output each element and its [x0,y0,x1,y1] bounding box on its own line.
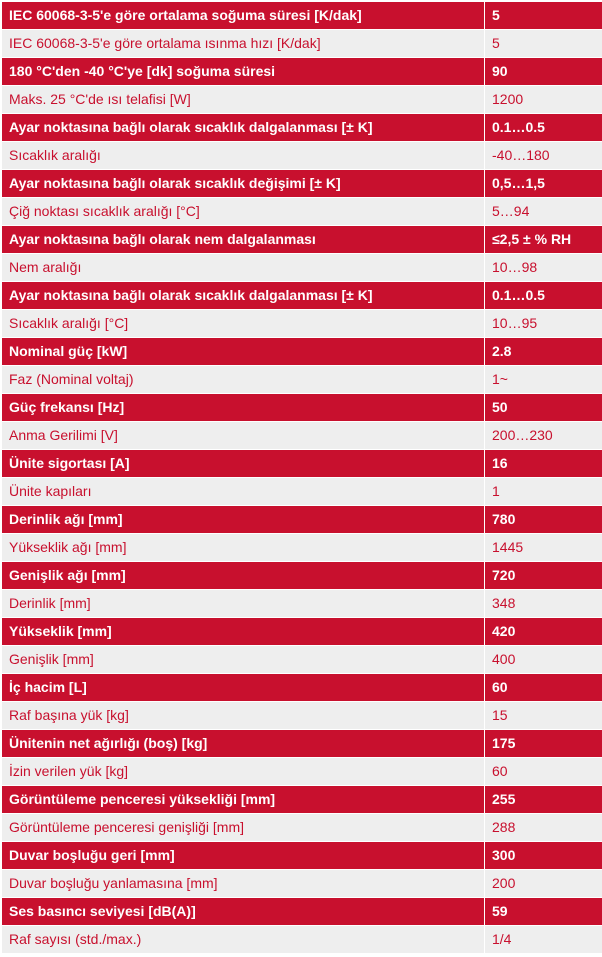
spec-label: Çiğ noktası sıcaklık aralığı [°C] [2,198,485,226]
spec-label: IEC 60068-3-5'e göre ortalama soğuma süresi [K/dak] [2,2,485,30]
spec-label: Ünite kapıları [2,478,485,506]
table-row [2,114,602,142]
spec-value: 1 [485,478,602,506]
table-row [2,590,602,618]
spec-label: Görüntüleme penceresi yüksekliği [mm] [2,786,485,814]
spec-label: Nominal güç [kW] [2,338,485,366]
table-row [2,338,602,366]
spec-label: Derinlik [mm] [2,590,485,618]
spec-label: IEC 60068-3-5'e göre ortalama ısınma hızı [K/dak] [2,30,485,58]
spec-value: 200…230 [485,422,602,450]
spec-table [1,1,602,954]
spec-label: Anma Gerilimi [V] [2,422,485,450]
spec-value: 300 [485,842,602,870]
spec-label: Derinlik ağı [mm] [2,506,485,534]
table-row [2,926,602,954]
spec-label: Sıcaklık aralığı [2,142,485,170]
spec-value: 0.1…0.5 [485,114,602,142]
spec-label: Yükseklik [mm] [2,618,485,646]
spec-value: 5 [485,2,602,30]
spec-label: İzin verilen yük [kg] [2,758,485,786]
spec-value: 1200 [485,86,602,114]
spec-label: Görüntüleme penceresi genişliği [mm] [2,814,485,842]
spec-value: -40…180 [485,142,602,170]
spec-value: 200 [485,870,602,898]
table-row [2,86,602,114]
spec-value: 10…98 [485,254,602,282]
spec-value: 1445 [485,534,602,562]
spec-label: Genişlik ağı [mm] [2,562,485,590]
table-row [2,478,602,506]
table-row [2,702,602,730]
spec-label: İç hacim [L] [2,674,485,702]
table-row [2,282,602,310]
spec-value: 0.1…0.5 [485,282,602,310]
table-row [2,618,602,646]
spec-value: 10…95 [485,310,602,338]
table-row [2,394,602,422]
table-row [2,422,602,450]
spec-value: 420 [485,618,602,646]
table-row [2,226,602,254]
spec-value: 90 [485,58,602,86]
spec-value: ≤2,5 ± % RH [485,226,602,254]
spec-label: Ayar noktasına bağlı olarak nem dalgalanması [2,226,485,254]
table-row [2,254,602,282]
table-row [2,674,602,702]
spec-label: Ses basıncı seviyesi [dB(A)] [2,898,485,926]
table-row [2,310,602,338]
table-row [2,842,602,870]
spec-label: Ünite sigortası [A] [2,450,485,478]
table-row [2,786,602,814]
table-row [2,2,602,30]
table-row [2,58,602,86]
table-row [2,646,602,674]
spec-value: 1/4 [485,926,602,954]
spec-label: Raf başına yük [kg] [2,702,485,730]
spec-label: Duvar boşluğu geri [mm] [2,842,485,870]
table-row [2,562,602,590]
table-row [2,898,602,926]
spec-value: 400 [485,646,602,674]
spec-label: Ayar noktasına bağlı olarak sıcaklık dalgalanması [± K] [2,114,485,142]
spec-value: 255 [485,786,602,814]
table-row [2,534,602,562]
spec-value: 5…94 [485,198,602,226]
spec-value: 5 [485,30,602,58]
spec-value: 60 [485,674,602,702]
spec-label: Faz (Nominal voltaj) [2,366,485,394]
spec-label: Ayar noktasına bağlı olarak sıcaklık değişimi [± K] [2,170,485,198]
table-row [2,730,602,758]
table-row [2,170,602,198]
spec-label: Güç frekansı [Hz] [2,394,485,422]
spec-label: Raf sayısı (std./max.) [2,926,485,954]
spec-label: Sıcaklık aralığı [°C] [2,310,485,338]
spec-label: Nem aralığı [2,254,485,282]
spec-label: Duvar boşluğu yanlamasına [mm] [2,870,485,898]
spec-value: 288 [485,814,602,842]
table-row [2,506,602,534]
spec-value: 15 [485,702,602,730]
table-row [2,758,602,786]
spec-label: Maks. 25 °C'de ısı telafisi [W] [2,86,485,114]
spec-label: Ünitenin net ağırlığı (boş) [kg] [2,730,485,758]
table-row [2,814,602,842]
spec-value: 60 [485,758,602,786]
table-row [2,142,602,170]
table-row [2,198,602,226]
table-row [2,450,602,478]
spec-value: 59 [485,898,602,926]
spec-label: Yükseklik ağı [mm] [2,534,485,562]
table-row [2,366,602,394]
spec-label: Ayar noktasına bağlı olarak sıcaklık dalgalanması [± K] [2,282,485,310]
spec-value: 720 [485,562,602,590]
spec-value: 1~ [485,366,602,394]
spec-value: 348 [485,590,602,618]
spec-value: 780 [485,506,602,534]
spec-value: 175 [485,730,602,758]
table-row [2,870,602,898]
spec-value: 0,5…1,5 [485,170,602,198]
spec-value: 2.8 [485,338,602,366]
table-row [2,30,602,58]
spec-label: Genişlik [mm] [2,646,485,674]
spec-value: 16 [485,450,602,478]
spec-label: 180 °C'den -40 °C'ye [dk] soğuma süresi [2,58,485,86]
spec-value: 50 [485,394,602,422]
